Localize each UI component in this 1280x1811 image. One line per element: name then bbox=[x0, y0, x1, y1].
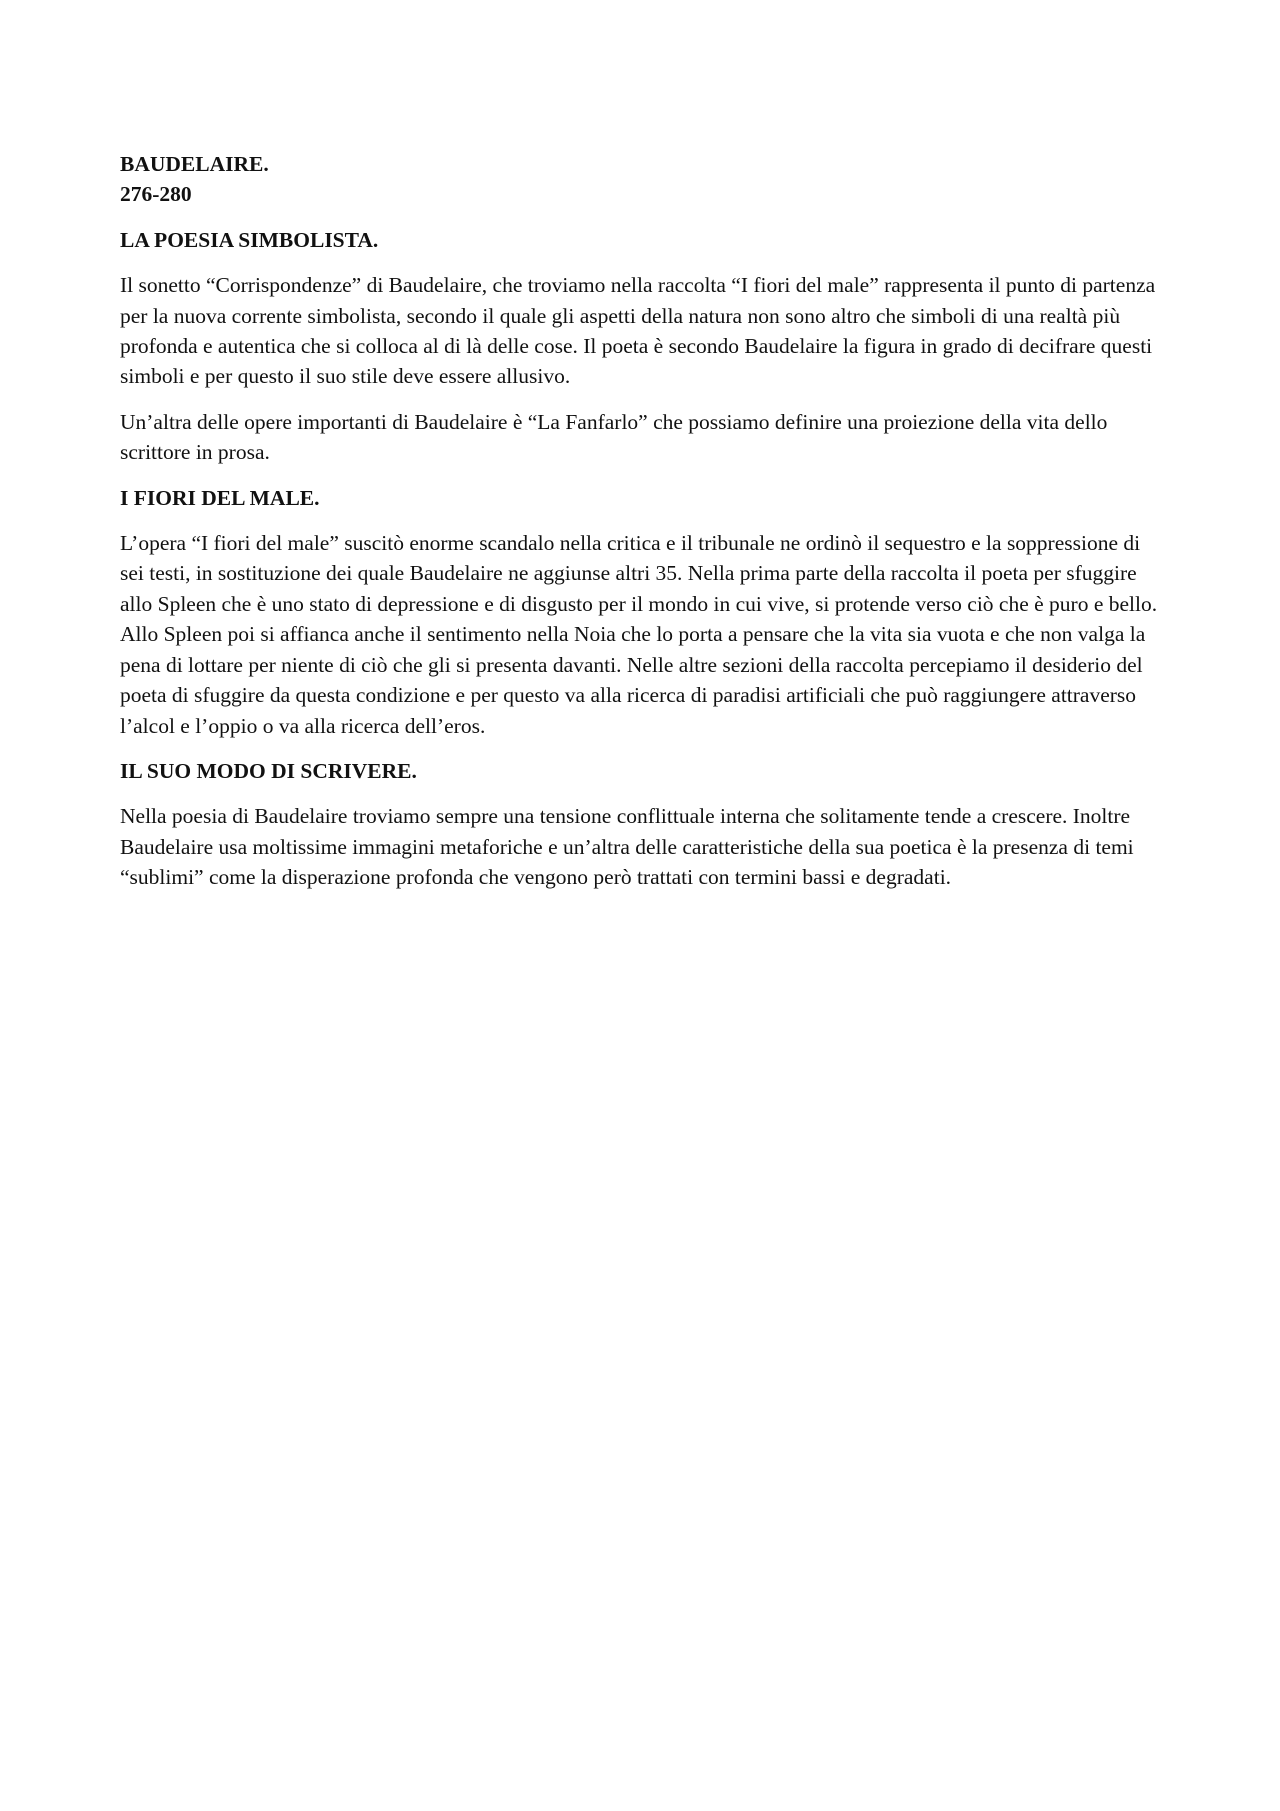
section-heading: LA POESIA SIMBOLISTA. bbox=[120, 227, 379, 252]
document-title: BAUDELAIRE. bbox=[120, 152, 269, 176]
page-range: 276-280 bbox=[120, 182, 192, 207]
paragraph: Il sonetto “Corrispondenze” di Baudelaire, che troviamo nella raccolta “I fiori del male” rappresenta il punto di partenza per la nuova corrente simbolista, secondo il quale gli aspetti della natura non sono altro che simboli di una realtà più profonda e autentica che si colloca al di là delle cose. Il poeta è secondo Baudelaire la figura in grado di decifrare questi simboli e per questo il suo stile deve essere allusivo. bbox=[120, 273, 1156, 389]
section-heading: IL SUO MODO DI SCRIVERE. bbox=[120, 758, 417, 783]
section-fiori-del-male bbox=[120, 483, 1166, 741]
paragraph: Un’altra delle opere importanti di Baudelaire è “La Fanfarlo” che possiamo definire una proiezione della vita dello scrittore in prosa. bbox=[120, 409, 1108, 465]
section-heading: I FIORI DEL MALE. bbox=[120, 485, 320, 510]
paragraph: Nella poesia di Baudelaire troviamo sempre una tensione conflittuale interna che solitamente tende a crescere. Inoltre Baudelaire usa moltissime immagini metaforiche e un’altra delle caratteristiche della sua poetica è la presenza di temi “sublimi” come la disperazione profonda che vengono però trattati con termini bassi e degradati. bbox=[120, 804, 1134, 890]
document-content bbox=[120, 149, 1166, 908]
section-poesia-simbolista bbox=[120, 225, 1166, 468]
paragraph: L’opera “I fiori del male” suscitò enorme scandalo nella critica e il tribunale ne ordinò il sequestro e la soppressione di sei testi, in sostituzione dei quale Baudelaire ne aggiunse altri 35. Nella prima parte della raccolta il poeta per sfuggire allo Spleen che è uno stato di depressione e di disgusto per il mondo in cui vive, si protende verso ciò che è puro e bello. Allo Spleen poi si affianca anche il sentimento nella Noia che lo porta a pensare che la vita sia vuota e che non valga la pena di lottare per niente di ciò che gli si presenta davanti. Nelle altre sezioni della raccolta percepiamo il desiderio del poeta di sfuggire da questa condizione e per questo va alla ricerca di paradisi artificiali che può raggiungere attraverso l’alcol e l’oppio o va alla ricerca dell’eros. bbox=[120, 531, 1158, 738]
section-modo-di-scrivere bbox=[120, 756, 1166, 893]
title-block bbox=[120, 149, 1166, 210]
